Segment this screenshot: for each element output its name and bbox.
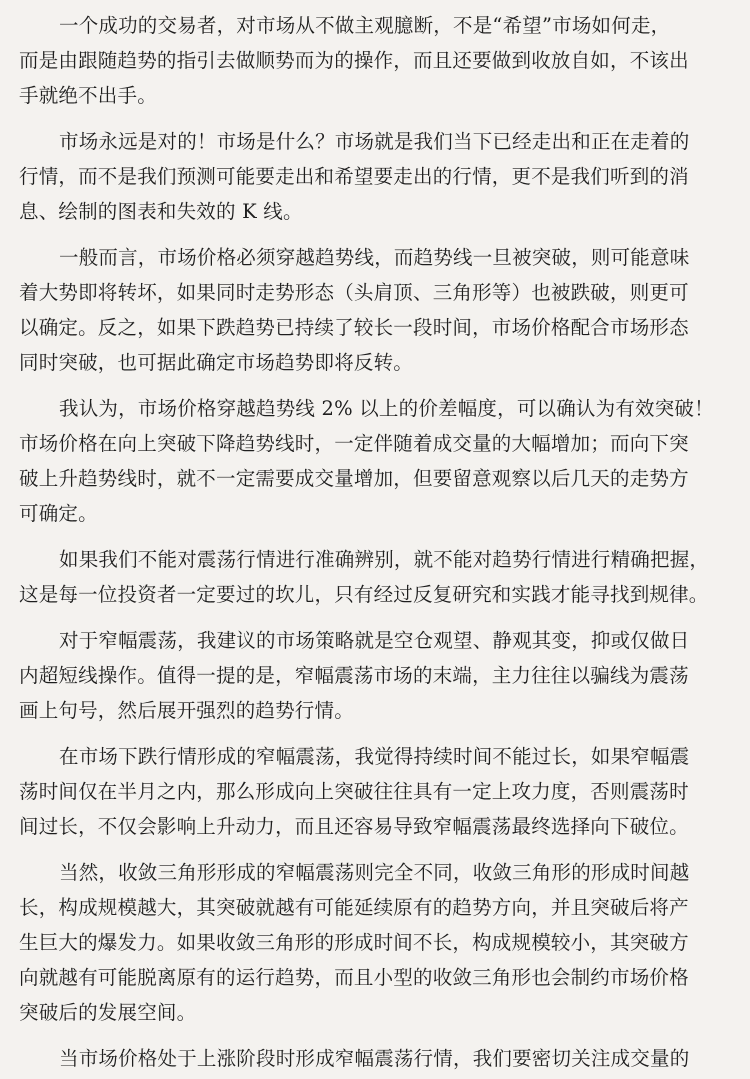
- text-line: 可确定。: [19, 502, 98, 525]
- text-line: 如果我们不能对震荡行情进行准确辨别，就不能对趋势行情进行精确把握，: [59, 548, 710, 571]
- text-line: 间过长，不仅会影响上升动力，而且还容易导致窄幅震荡最终选择向下破位。: [19, 815, 689, 838]
- text-line: 当然，收敛三角形形成的窄幅震荡则完全不同，收敛三角形的形成时间越: [59, 861, 690, 884]
- paragraph-5: [19, 542, 736, 612]
- paragraph-8: [19, 855, 736, 1030]
- text-line: 破上升趋势线时，就不一定需要成交量增加，但要留意观察以后几天的走势方: [19, 467, 689, 490]
- paragraph-4: [19, 391, 736, 531]
- paragraph-2: [19, 124, 736, 229]
- text-line: 息、绘制的图表和失效的 K 线。: [19, 200, 303, 223]
- text-line: 对于窄幅震荡，我建议的市场策略就是空仓观望、静观其变，抑或仅做日: [59, 629, 690, 652]
- text-line: 同时突破，也可据此确定市场趋势即将反转。: [19, 351, 414, 374]
- paragraph-1: [19, 8, 736, 113]
- paragraph-3: [19, 240, 736, 380]
- paragraph-9: [19, 1041, 736, 1076]
- text-line: 而是由跟随趋势的指引去做顺势而为的操作，而且还要做到收放自如，不该出: [19, 49, 689, 72]
- text-line: 着大势即将转坏，如果同时走势形态（头肩顶、三角形等）也被跌破，则更可: [19, 281, 689, 304]
- text-line: 这是每一位投资者一定要过的坎儿，只有经过反复研究和实践才能寻找到规律。: [19, 583, 709, 606]
- text-line: 以确定。反之，如果下跌趋势已持续了较长一段时间，市场价格配合市场形态: [19, 316, 689, 339]
- text-line: 市场永远是对的！市场是什么？市场就是我们当下已经走出和正在走着的: [59, 130, 690, 153]
- text-line: 在市场下跌行情形成的窄幅震荡，我觉得持续时间不能过长，如果窄幅震: [59, 745, 690, 768]
- paragraph-6: [19, 623, 736, 728]
- text-line: 市场价格在向上突破下降趋势线时，一定伴随着成交量的大幅增加；而向下突: [19, 432, 689, 455]
- text-line: 一个成功的交易者，对市场从不做主观臆断，不是“希望”市场如何走，: [59, 14, 671, 37]
- text-line: 手就绝不出手。: [19, 84, 157, 107]
- text-line: 我认为，市场价格穿越趋势线 2% 以上的价差幅度，可以确认为有效突破！: [59, 397, 714, 420]
- text-line: 向就越有可能脱离原有的运行趋势，而且小型的收敛三角形也会制约市场价格: [19, 966, 689, 989]
- text-line: 行情，而不是我们预测可能要走出和希望要走出的行情，更不是我们听到的消: [19, 165, 689, 188]
- paragraph-7: [19, 739, 736, 844]
- text-line: 当市场价格处于上涨阶段时形成窄幅震荡行情，我们要密切关注成交量的: [59, 1047, 690, 1070]
- text-line: 荡时间仅在半月之内，那么形成向上突破往往具有一定上攻力度，否则震荡时: [19, 780, 689, 803]
- text-line: 突破后的发展空间。: [19, 1001, 197, 1024]
- text-line: 一般而言，市场价格必须穿越趋势线，而趋势线一旦被突破，则可能意味: [59, 246, 690, 269]
- text-line: 生巨大的爆发力。如果收敛三角形的形成时间不长，构成规模较小，其突破方: [19, 931, 689, 954]
- text-line: 内超短线操作。值得一提的是，窄幅震荡市场的末端，主力往往以骗线为震荡: [19, 664, 689, 687]
- text-line: 画上句号，然后展开强烈的趋势行情。: [19, 699, 354, 722]
- text-line: 长，构成规模越大，其突破就越有可能延续原有的趋势方向，并且突破后将产: [19, 896, 689, 919]
